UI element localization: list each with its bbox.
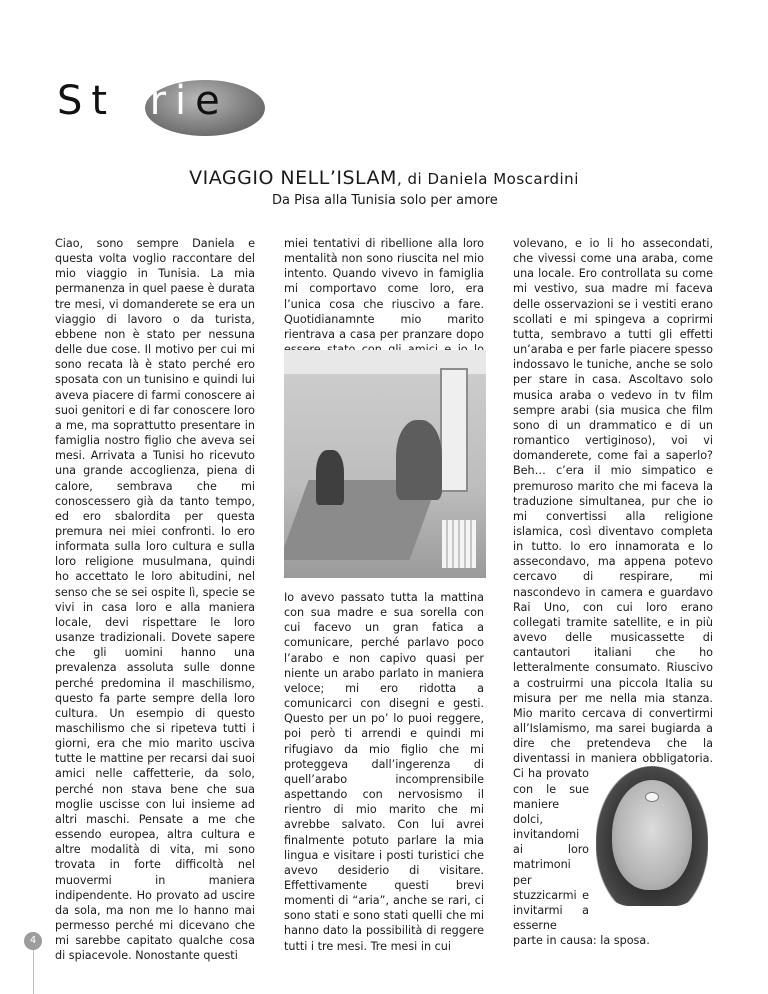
text-column-2-bottom — [284, 590, 484, 954]
article-subtitle: Da Pisa alla Tunisia solo per amore — [272, 193, 498, 208]
photo-person-2 — [396, 420, 442, 500]
section-logo — [57, 72, 257, 142]
classroom-photo — [284, 350, 486, 578]
column-1-text: Ciao, sono sempre Daniela e questa volta voglio raccontare del mio viaggio in Tunisia. La mia permanenza in quel paese è durata tre mesi, vi domanderete se era un viaggio di lavoro o da turista, ebbene non è stato per nessuna delle due cose. Il motivo per cui mi sono recata là è stato perché ero sposata con un tunisino e quindi lui aveva piacere di farmi conoscere ai suoi genitori e di far conoscere loro a me, ma soprattutto presentare in famiglia nostro figlio che aveva sei mesi. Arrivata a Tunisi ho ricevuto una grande accoglienza, piena di calore, sembrava che mi conoscessero già da tanto tempo, ed ero sbalordita per questa premura nei miei confronti. Io ero informata sulla loro cultura e sulla loro religione musulmana, quindi ho accettato le loro abitudini, nel senso che se sei ospite lì, specie se vivi in casa loro e alla maniera locale, devi rispettare le loro usanze tradizionali. Dovete sapere che gli uomini hanno una prevalenza assoluta sulle donne perché predomina il maschilismo, questo fa parte sempre della loro cultura. Un esempio di questo maschilismo che si ripeteva tutti i giorni, era che mio marito usciva tutte le mattine per recarsi dai suoi amici nelle caffetterie, da solo, perché non stava bene che sua moglie uscisse con lui insieme ad altri maschi. Pensate a me che essendo europea, altra cultura e altre modalità di vita, mi sono trovata in forte difficoltà nel muovermi in maniera indipendente. Ho provato ad uscire da sola, ma non me lo hanno mai permesso perché mi dicevano che mi sarebbe capitato qualche cosa di spiacevole. Nonostante questi — [55, 237, 255, 963]
page-number: 4 — [24, 932, 42, 950]
page-number-rule — [33, 950, 34, 994]
article-title — [0, 167, 768, 189]
column-2-top-text: miei tentativi di ribellione alla loro mentalità non sono riuscita nel mio intento. Quando vivevo in famiglia mi comportavo come loro, era l’unica cosa che riuscivo a fare. Quotidianamnte mio marito rientrava a casa per pranzare dopo — [284, 237, 484, 341]
column-2-bottom-text: Io avevo passato tutta la mattina con sua madre e sua sorella con cui facevo un gran fatica a comunicare, perché parlavo poco l’arabo e non capivo quasi per niente un arabo parlato in maniera veloce; mi ero ridotta a comunicarci con disegni e gesti. Questo per un po’ lo puoi reggere, poi però ti arrendi e quindi mi rifugiavo da mio figlio che mi proteggeva dall’ingerenza di quell’arabo incomprensibile aspettando con nervosismo il rientro di mio marito che mi avrebbe salvato. Con lui avrei finalmente potuto parlare la mia lingua e visitare i posti turistici che avevo desiderio di visitare. Effettivamente questi brevi momenti di “aria”, anche se rari, ci sono stati e sono stati quelli che mi hanno dato la possibilità di reggere tutti i tre mesi. Tre mesi in cui — [284, 591, 484, 953]
woman-portrait-photo — [590, 766, 725, 916]
photo-radiator — [442, 520, 476, 568]
photo-person-1 — [316, 450, 344, 505]
column-3-text: volevano, e io li ho assecondati, che vivessi come una araba, come una locale. Ero controllata su come mi vestivo, sua madre mi faceva delle osservazioni se i vestiti erano scollati e mi spingeva a coprirmi tutta, sembravo a tutti gli effetti un’araba e per farle piacere spesso indossavo le tuniche, anche se solo per stare in casa. Ascoltavo solo musica araba o vedevo in tv film sempre arabi (sia musica che film sono di un drammatico e di un romantico vertiginoso), voi vi domanderete, come fai a saperlo? Beh… c’era il mio simpatico e premuroso marito che mi faceva la traduzione simultanea, pur che io mi convertissi alla religione islamica, così diventavo completa in tutto. Io ero innamorata e lo assecondavo, ma appena potevo cercavo di respirare, mi nascondevo in camera e guardavo Rai Uno, con cui loro erano collegati tramite satellite, e in più avevo delle musicassette di cantautori italiani che ho letteralmente consumato. Riuscivo a costruirmi una piccola Italia su misura per me nella mia stanza. Mio marito cercava di convertirmi all’Islamismo, ma sarei bugiarda a dire che pretendeva che la diventassi in maniera obbligatoria. Ci ha provato con le sue maniere dolci, invitandomi ai loro matrimoni per stuzzicarmi e invitarmi a esserne parte in causa: la sposa. — [513, 237, 713, 948]
text-column-1 — [55, 236, 255, 964]
section-logo-text: Storie — [57, 78, 229, 124]
article-title-main: VIAGGIO NELL’ISLAM — [189, 167, 397, 189]
photo-window — [440, 368, 468, 492]
portrait-jewel — [645, 792, 659, 802]
article-byline: , di Daniela Moscardini — [396, 170, 579, 188]
